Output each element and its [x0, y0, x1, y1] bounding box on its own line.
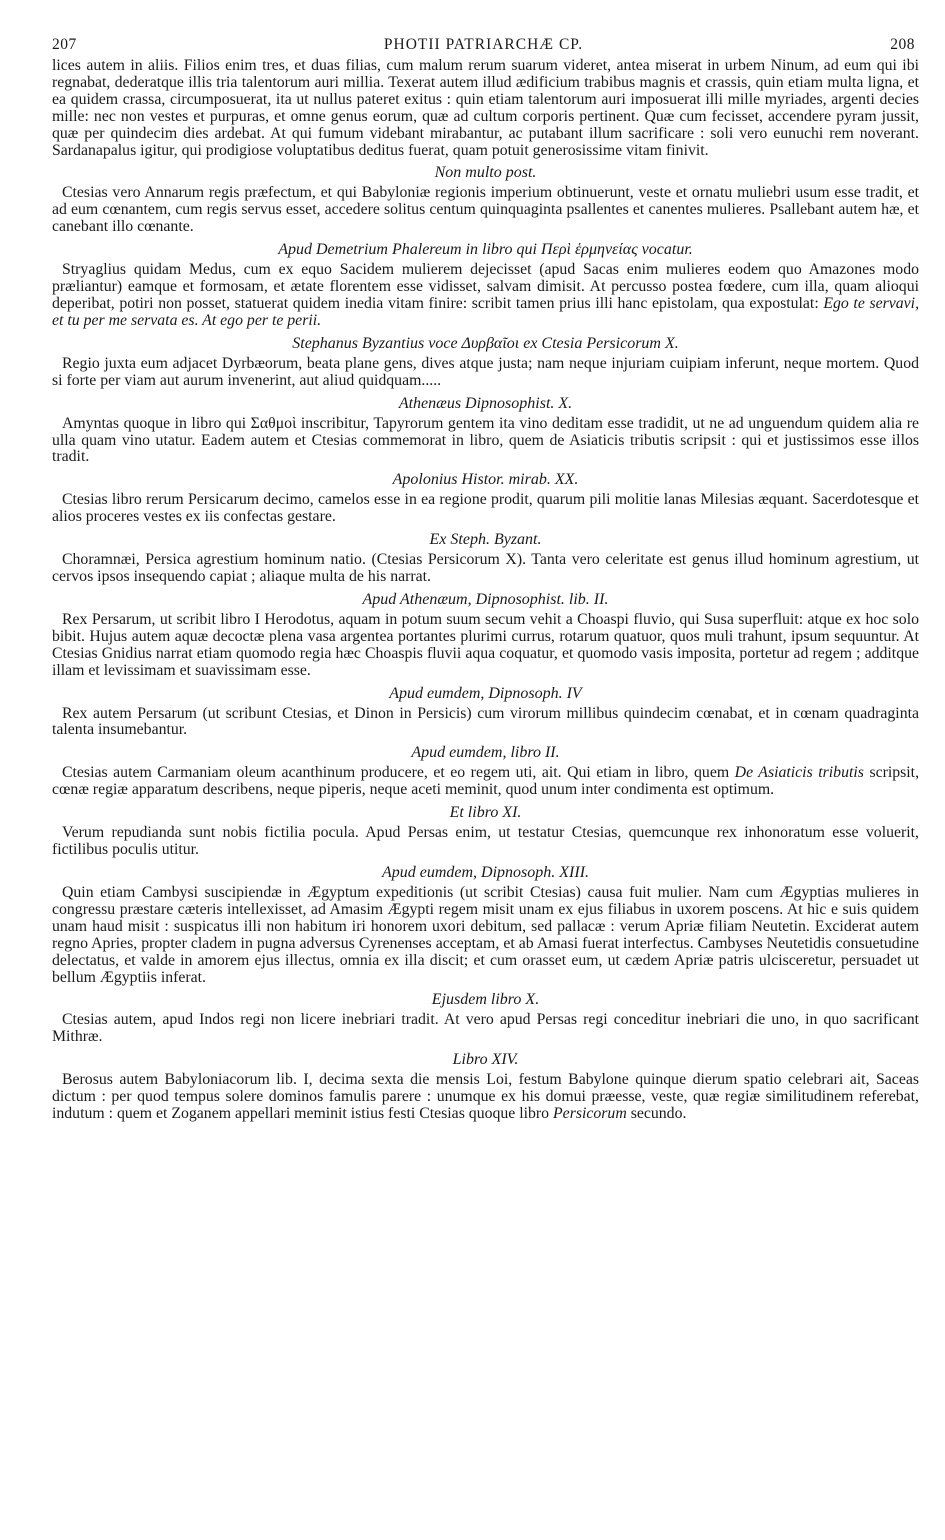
book-title: Persicorum [553, 1105, 627, 1123]
section-heading: Apud Athenæum, Dipnosophist. lib. II. [362, 590, 609, 608]
section-heading: Apud eumdem, Dipnosoph. XIII. [381, 864, 590, 881]
section-heading: Apud Demetrium Phalereum in libro qui Περὶ ἑρμηνείας vocatur. [278, 241, 693, 259]
section-heading: Libro XIV. [452, 1051, 519, 1069]
paragraph-carmania [52, 765, 919, 799]
section-heading: Apud eumdem, libro II. [411, 744, 560, 762]
section-heading: Stephanus Byzantius voce Δυρβαῖοι ex Ctesia Persicorum X. [292, 334, 679, 352]
paragraph-text: Berosus autem Babyloniacorum lib. I, decima sexta die mensis Loi, festum Babylone quinque dierum spatio celebrari ait, Saceas dictum : per quod tempus solere dominos famulis parere : unumque ex his domui præesse, veste, quæ regiæ similitudinem referebat, indutum : quem et Zoganem appellari meminit istius festi Ctesias quoque libro [52, 1071, 919, 1123]
paragraph-text: Stryaglius quidam Medus, cum ex equo Sacidem mulierem dejecisset (apud Sacas enim mulieres eodem quo Amazones modo præliantur) eamque et formosam, et ætate florentem esse vidisset, salvam dimisit. At percusso postea fœdere, cum illa, quam alioqui deperibat, potiri non posset, statuerat quidem inedia vitam finire: scribit tamen prius illi hanc epistolam, qua expostulat: [52, 261, 919, 312]
section-heading: Ejusdem libro X. [431, 991, 540, 1009]
paragraph-camels: Ctesias libro rerum Persicarum decimo, camelos esse in ea regione prodit, quarum pili molitie lanas Milesias æquant. Sacerdotesque et alios proceres vestes ex iis confectas gestare. [52, 491, 919, 526]
paragraph-choramnaei: Choramnæi, Persica agrestium hominum natio. (Ctesias Persicorum X). Tanta vero celeritate est genus illud hominum agrestium, ut cervos ipsos insequendo capiat ; aliaque multa de his narrat. [52, 551, 919, 586]
section-heading: Non multo post. [434, 164, 537, 182]
running-head [52, 36, 919, 54]
quoted-epistle: Ego te servavi, et tu per me servata es. At ego per te perii. [52, 294, 920, 329]
section-heading: Ex Steph. Byzant. [429, 531, 542, 549]
section-heading: Apud eumdem, Dipnosoph. IV [389, 684, 582, 702]
book-title: De Asiaticis tributis [734, 764, 864, 782]
section-heading: Athenæus Dipnosophist. X. [398, 394, 573, 412]
paragraph-text: Ctesias autem Carmaniam oleum acanthinum producere, et eo regem uti, ait. Qui etiam in libro, quem [62, 764, 730, 782]
running-title: PHOTII PATRIARCHÆ CP. [383, 36, 584, 53]
paragraph-annarus: Ctesias vero Annarum regis præfectum, et qui Babyloniæ regionis imperium obtinuerunt, veste et ornatu muliebri usum esse tradit, et ad eum cœnantem, cum regis servus esset, accedere solitus centum quinquaginta psallentes et canentes mulieres. Psallebant autem hæ, et canebant illo cœnante. [52, 184, 919, 236]
paragraph-dyrbaei: Regio juxta eum adjacet Dyrbæorum, beata plane gens, dives atque justa; nam neque injuriam cuipiam inferunt, neque mortem. Quod si forte per viam aut aurum invenerint, aut aliud quidquam..... [52, 354, 919, 389]
left-page-number: 207 [52, 36, 77, 53]
paragraph-stryaglius [52, 262, 919, 330]
paragraph-indi: Ctesias autem, apud Indos regi non licere inebriari tradit. At vero apud Persas regi conceditur inebriari die uno, in quo sacrificant Mithræ. [52, 1011, 919, 1046]
section-heading: Et libro XI. [449, 804, 522, 822]
right-page-number: 208 [890, 36, 915, 53]
paragraph-sardanapalus: lices autem in aliis. Filios enim tres, et duas filias, cum malum rerum suarum videret, antea miserat in urbem Ninum, ad eum qui ibi regnabat, dederatque illis tria talentorum auri millia. Texerat autem illud ædificium trabibus magnis et crassis, quin etiam multa ligna, et ea quidem crassa, circumposuerat, ita ut nullus pateret exitus : quin etiam talentorum auri imposuerat illi mille myriades, argenti decies mille: nec non vestes et purpuras, et omne genus eorum, quæ ad cultum corporis pertinent. Quæ cum fecisset, accendere pyram jussit, quæ per quindecim dies ardebat. At qui fumum videbant mirabantur, ac putabant illum sacrificare : soli vero eunuchi rem noverant. Sardanapalus igitur, qui prodigiose voluptatibus deditus fuerat, quam potuit generosissime vitam finivit. [52, 57, 919, 159]
paragraph-cambyses: Quin etiam Cambysi suscipiendæ in Ægyptum expeditionis (ut scribit Ctesias) causa fuit mulier. Nam cum Ægyptias mulieres in congressu præstare cæteris intellexisset, ad Amasim Ægypti regem misit unam ex ejus filiabus in uxorem poscens. At hic e suis quidem unam haud misit : suspicatus illi non habitum iri honorem uxori debitum, sed pallacæ : verum Apriæ filiam Neutetin. Exciderat autem regno Apries, propter cladem in pugna adversus Cyrenenses acceptam, et ab Amasi fuerat interfectus. Cambyses Neutetidis consuetudine delectatus, et valde in amorem ejus illectus, omnia ex illa discit; et cum orasset eum, ut cædem Apriæ patris ulcisceretur, persuadet ut bellum Ægyptiis inferat. [52, 884, 919, 986]
paragraph-pocula: Verum repudianda sunt nobis fictilia pocula. Apud Persas enim, ut testatur Ctesias, quemcunque rex inhonoratum esse voluerit, fictilibus poculis utitur. [52, 824, 919, 859]
paragraph-berosus [52, 1072, 919, 1123]
section-heading: Apolonius Histor. mirab. XX. [392, 471, 579, 489]
paragraph-amyntas: Amyntas quoque in libro qui Σαθμοὶ inscribitur, Tapyrorum gentem ita vino deditam esse tradidit, ut ne ad unguendum quidem alia re ulla quam vino utatur. Eadem autem et Ctesias commemorat in libro, quem de Asiaticis tributis scripsit : qui et justissimos esse illos tradit. [52, 414, 919, 466]
paragraph-choaspes: Rex Persarum, ut scribit libro I Herodotus, aquam in potum suum secum vehit a Choaspi fluvio, qui Susa superfluit: atque ex hoc solo bibit. Hujus autem aquæ decoctæ plena vasa argentea portantes plurimi currus, rotarum quatuor, quos muli trahunt, ipsum sequuntur. At Ctesias Gnidius narrat etiam quomodo regia hæc Choaspis fluvii aqua coquatur, et quomodo vasis imposita, portetur ad regem ; additque illam et levissimam et suavissimam esse. [52, 610, 919, 679]
paragraph-text: secundo. [630, 1105, 687, 1123]
paragraph-text: scripsit, cœnæ regiæ apparatum describens, neque piperis, neque aceti meminit, quod unum inter condimenta est optimum. [52, 764, 920, 799]
paragraph-royal-dinner: Rex autem Persarum (ut scribunt Ctesias, et Dinon in Persicis) cum virorum millibus quindecim cœnabat, et in cœnam quadraginta talenta insumebantur. [52, 704, 919, 739]
